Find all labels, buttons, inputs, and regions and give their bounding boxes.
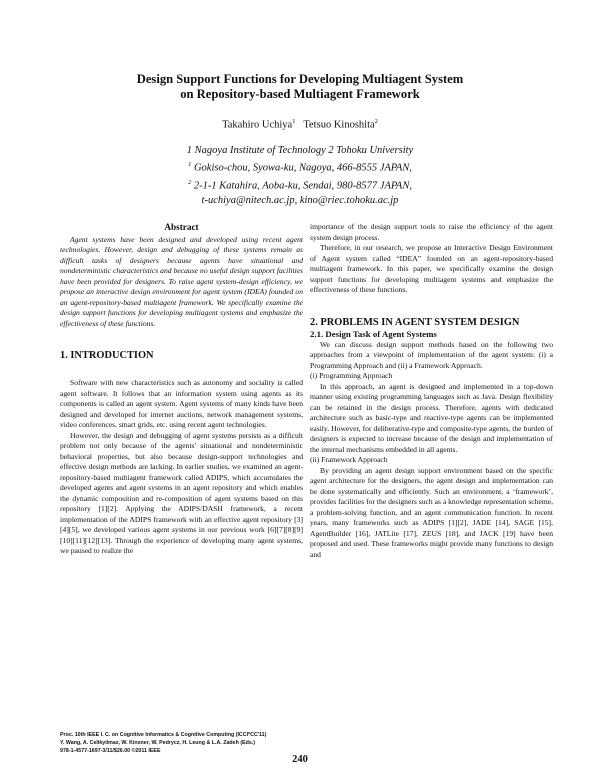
intro-paragraph-3: importance of the design support tools to raise the efficiency of the agent system design process. bbox=[310, 222, 553, 242]
author-emails: t-uchiya@nitech.ac.jp, kino@riec.tohoku.ac.jp bbox=[201, 194, 399, 206]
framework-approach-label: (ii) Framework Approach bbox=[310, 455, 388, 464]
intro-paragraph-1: Software with new characteristics such as autonomy and sociality is called agent software. It follows that an information system using agents as its components is called an agent system. Agent systems of many kinds have been designed and developed for internet auctions, network management systems, video conferences, smart grids, etc. using recent agent technologies. bbox=[60, 378, 303, 429]
affiliations bbox=[60, 144, 540, 208]
footer-line-2: Y. Wang, A. Celikyilmaz, W. Kinsner, W. Pedrycz, H. Leung & L.A. Zadeh (Eds.) bbox=[60, 740, 256, 746]
copyright-footer bbox=[60, 731, 305, 755]
paper-title bbox=[60, 72, 540, 102]
intro-paragraph-2: However, the design and debugging of agent systems persists as a difficult problem not only because of the agents' situational and nondeterministic behavioral properties, but also because design-support technologies and effective design methods are lacking. In earlier studies, we examined an agent-repository-based multiagent framework called ADIPS, which accumulates the developed agents and agent systems in an agent repository and which enables the dynamic composition and re-composition of agent systems based on this repository [1][2]. Applying the ADIPS/DASH framework, a recent implementation of the ADIPS framework with an effective agent repository [3][4][5], we developed various agent systems in our previous work [6][7][8][9][10][11][12][13]. Through the experience of developing many agent systems, we paused to realize the bbox=[60, 430, 303, 555]
left-column bbox=[60, 222, 303, 557]
affiliation-line-2 bbox=[60, 158, 540, 176]
author-1-marker: 1 bbox=[292, 118, 296, 125]
section-2-paragraph-2: In this approach, an agent is designed and implemented in a top-down manner using existing programming languages such as Java. Design flexibility can be retained in the design process. Therefore, agents with dedicated architecture such as basic-type and reactive-type agents can be implemented easily. However, for deliberative-type and composite-type agents, the burden of designers is expected to increase because of the design and implementation of the internal mechanisms embedded in all agents. bbox=[310, 381, 553, 454]
title-line-2: on Repository-based Multiagent Framework bbox=[180, 87, 420, 101]
footer-line-3: 978-1-4577-1697-3/11/$26.00 ©2011 IEEE bbox=[60, 748, 161, 754]
author-1: Takahiro Uchiya bbox=[222, 119, 293, 131]
abstract-text: Agent systems have been designed and developed using recent agent technologies. However, design and debugging of these systems remain as difficult tasks of designers because agents have situational and nondeterministic characteristics and because no useful design support facilities have been provided for designers. To raise agent system-design efficiency, we propose an interactive design environment for agent system (IDEA) founded on an agent-repository-based multiagent framework. We specifically examine the design support functions for developing multiagent systems and emphasize the effectiveness of these functions. bbox=[60, 234, 303, 328]
affiliation-address-2: 2-1-1 Katahira, Aoba-ku, Sendai, 980-8577 JAPAN, bbox=[191, 180, 412, 192]
author-list bbox=[60, 115, 540, 132]
section-1-heading: 1. INTRODUCTION bbox=[60, 350, 154, 361]
intro-paragraph-4: Therefore, in our research, we propose an Interactive Design Environment of Agent system called “IDEA” founded on an agent-repository-based multiagent framework. In this paper, we specifically examine the design support functions for developing multiagent systems and emphasize the effectiveness of these functions. bbox=[310, 243, 553, 294]
author-2-marker: 2 bbox=[374, 118, 378, 125]
footer-line-1: Proc. 10th IEEE I. C. on Cognitive Informatics & Cognitive Computing (ICCI*CC'11) bbox=[60, 732, 267, 738]
affiliation-3-marker: 2 bbox=[188, 179, 192, 187]
section-2-paragraph-1: We can discuss design support methods based on the following two approaches from a viewpoint of implementation of the agent system: (i) a Programming Approach and (ii) a Framework Approach. bbox=[310, 339, 553, 370]
section-2-heading: 2. PROBLEMS IN AGENT SYSTEM DESIGN bbox=[310, 316, 520, 328]
affiliation-2-marker: 1 bbox=[188, 161, 192, 169]
programming-approach-label: (i) Programming Approach bbox=[310, 371, 393, 380]
right-column bbox=[310, 222, 553, 560]
affiliation-address-1: Gokiso-chou, Syowa-ku, Nagoya, 466-8555 JAPAN, bbox=[191, 162, 412, 174]
subsection-2-1-heading: 2.1. Design Task of Agent Systems bbox=[310, 328, 437, 339]
section-2-paragraph-3: By providing an agent design support environment based on the specific agent architecture for the designers, the agent design and implementation can be done systematically and efficiently. Such an environment, a ‘framework’, provides facilities for the designers such as a knowledge representation scheme, a problem-solving function, and an agent communication function. In recent years, many frameworks such as ADIPS [1][2], JADE [14], SAGE [15], AgentBuilder [16], JATLite [17], ZEUS [18], and JACK [19] have been proposed and used. These frameworks might provide many functions to design and bbox=[310, 465, 553, 559]
affiliation-line-3 bbox=[60, 176, 540, 194]
title-line-1: Design Support Functions for Developing Multiagent System bbox=[136, 72, 464, 86]
affiliation-line-1: 1 Nagoya Institute of Technology 2 Tohoku University bbox=[186, 145, 414, 156]
abstract-heading: Abstract bbox=[164, 222, 199, 232]
author-2: Tetsuo Kinoshita bbox=[303, 119, 375, 131]
page-number: 240 bbox=[292, 754, 308, 765]
